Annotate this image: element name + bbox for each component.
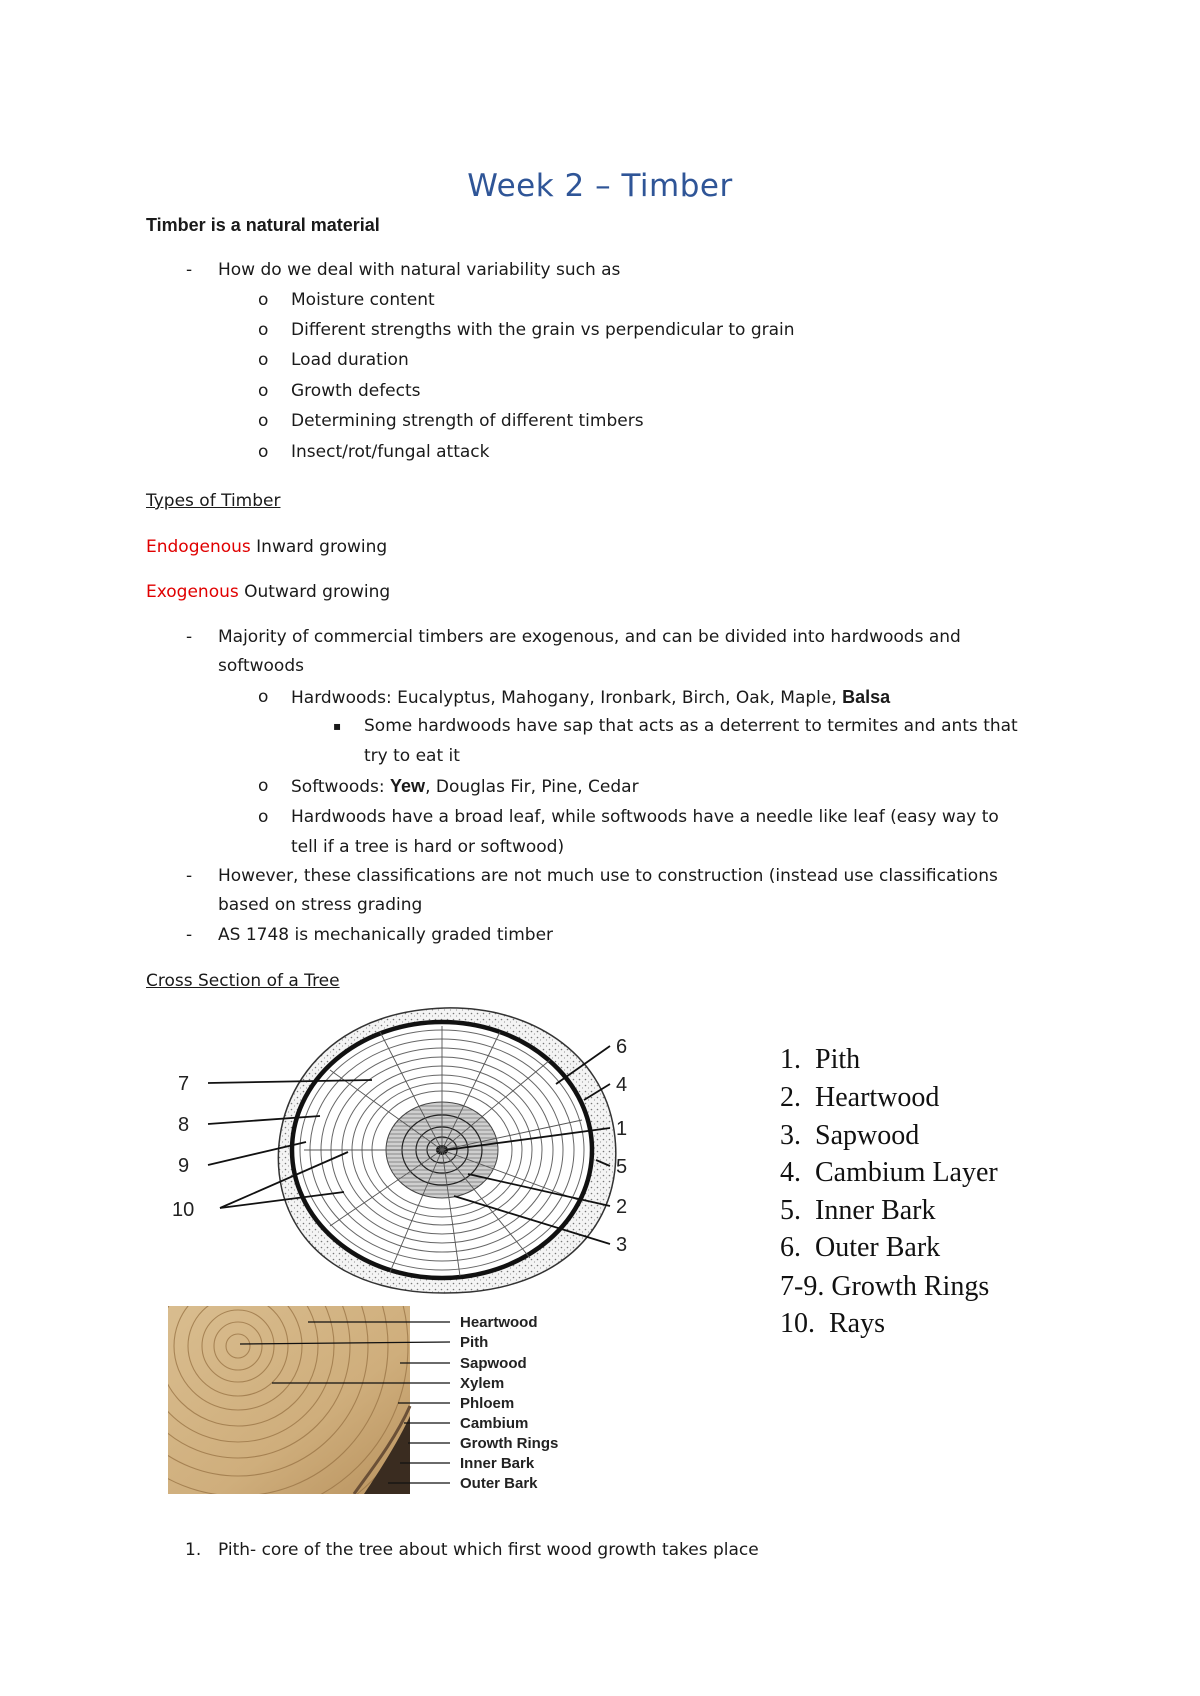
photo-label-phloem: Phloem bbox=[460, 1395, 515, 1412]
photo-label-cambium: Cambium bbox=[460, 1415, 529, 1432]
bullet-marker: o bbox=[258, 290, 269, 310]
exogenous-term: Exogenous bbox=[146, 582, 239, 602]
diagram-label-5: 5 bbox=[616, 1156, 628, 1178]
list-item: Growth defects bbox=[291, 381, 421, 401]
bullet-marker: o bbox=[258, 381, 269, 401]
list-item: Load duration bbox=[291, 350, 409, 370]
diagram-label-7: 7 bbox=[178, 1073, 190, 1095]
dash-marker: - bbox=[186, 925, 193, 945]
tree-cross-section-diagram bbox=[170, 1000, 710, 1300]
wood-photo-diagram bbox=[168, 1306, 588, 1494]
legend-item: 10. Rays bbox=[780, 1308, 885, 1339]
photo-label-growth-rings: Growth Rings bbox=[460, 1435, 559, 1452]
diagram-label-1: 1 bbox=[616, 1118, 628, 1140]
photo-label-sapwood: Sapwood bbox=[460, 1355, 527, 1372]
section-heading: Timber is a natural material bbox=[146, 215, 380, 235]
diagram-label-8: 8 bbox=[178, 1114, 190, 1136]
numbered-item-number: 1. bbox=[185, 1540, 202, 1560]
sap-line2: try to eat it bbox=[364, 746, 460, 766]
diagram-label-9: 9 bbox=[178, 1155, 190, 1177]
diagram-label-6: 6 bbox=[616, 1036, 628, 1058]
exogenous-line bbox=[146, 581, 390, 603]
list-item: Different strengths with the grain vs perpendicular to grain bbox=[291, 320, 795, 340]
however-line1: However, these classifications are not much use to construction (instead use classifications bbox=[218, 866, 998, 886]
legend-item: 5. Inner Bark bbox=[780, 1195, 936, 1226]
list-item: Moisture content bbox=[291, 290, 435, 310]
endogenous-desc: Inward growing bbox=[256, 537, 388, 557]
softwoods-line bbox=[291, 775, 639, 798]
dash-marker: - bbox=[186, 627, 193, 647]
photo-label-inner-bark: Inner Bark bbox=[460, 1455, 535, 1472]
legend-item: 3. Sapwood bbox=[780, 1120, 920, 1151]
photo-label-xylem: Xylem bbox=[460, 1375, 505, 1392]
majority-line2: softwoods bbox=[218, 656, 304, 676]
diagram-label-10: 10 bbox=[172, 1199, 195, 1221]
list-item: Insect/rot/fungal attack bbox=[291, 442, 490, 462]
photo-label-outer-bark: Outer Bark bbox=[460, 1475, 538, 1492]
list-item: Determining strength of different timbers bbox=[291, 411, 644, 431]
bullet-marker: o bbox=[258, 320, 269, 340]
bullet-marker: o bbox=[258, 776, 269, 796]
exogenous-desc: Outward growing bbox=[244, 582, 391, 602]
legend-item: 4. Cambium Layer bbox=[780, 1157, 998, 1188]
endogenous-line bbox=[146, 536, 387, 558]
bullet-marker: o bbox=[258, 350, 269, 370]
hardwoods-line bbox=[291, 686, 890, 709]
dash-marker: - bbox=[186, 260, 193, 280]
however-line2: based on stress grading bbox=[218, 895, 423, 915]
legend-item: 2. Heartwood bbox=[780, 1082, 940, 1113]
page-title: Week 2 – Timber bbox=[467, 168, 733, 204]
diagram-label-3: 3 bbox=[616, 1234, 628, 1256]
square-bullet: ▪ bbox=[333, 719, 342, 733]
intro-text: How do we deal with natural variability such as bbox=[218, 260, 621, 280]
yew-bold: Yew bbox=[390, 776, 426, 796]
bullet-marker: o bbox=[258, 411, 269, 431]
softwoods-text: , Douglas Fir, Pine, Cedar bbox=[425, 777, 639, 797]
bullet-marker: o bbox=[258, 687, 269, 707]
bullet-marker: o bbox=[258, 807, 269, 827]
softwoods-label: Softwoods: bbox=[291, 777, 385, 797]
photo-label-heartwood: Heartwood bbox=[460, 1314, 538, 1331]
hardwoods-text: Hardwoods: Eucalyptus, Mahogany, Ironbark, Birch, Oak, Maple, bbox=[291, 688, 837, 708]
sap-line1: Some hardwoods have sap that acts as a deterrent to termites and ants that bbox=[364, 716, 1018, 736]
cross-section-heading: Cross Section of a Tree bbox=[146, 971, 340, 991]
balsa-bold: Balsa bbox=[842, 687, 891, 707]
leaf-line1: Hardwoods have a broad leaf, while softwoods have a needle like leaf (easy way to bbox=[291, 807, 999, 827]
diagram-label-4: 4 bbox=[616, 1074, 628, 1096]
leaf-line2: tell if a tree is hard or softwood) bbox=[291, 837, 565, 857]
types-heading: Types of Timber bbox=[146, 491, 281, 511]
legend-item: 1. Pith bbox=[780, 1044, 861, 1075]
legend-item: 6. Outer Bark bbox=[780, 1232, 941, 1263]
bullet-marker: o bbox=[258, 442, 269, 462]
photo-label-pith: Pith bbox=[460, 1334, 489, 1351]
legend-item: 7-9. Growth Rings bbox=[780, 1271, 990, 1302]
numbered-item-text: Pith- core of the tree about which first wood growth takes place bbox=[218, 1540, 759, 1560]
diagram-label-2: 2 bbox=[616, 1196, 628, 1218]
dash-marker: - bbox=[186, 866, 193, 886]
majority-line1: Majority of commercial timbers are exogenous, and can be divided into hardwoods and bbox=[218, 627, 961, 647]
as1748-line: AS 1748 is mechanically graded timber bbox=[218, 925, 554, 945]
endogenous-term: Endogenous bbox=[146, 537, 251, 557]
